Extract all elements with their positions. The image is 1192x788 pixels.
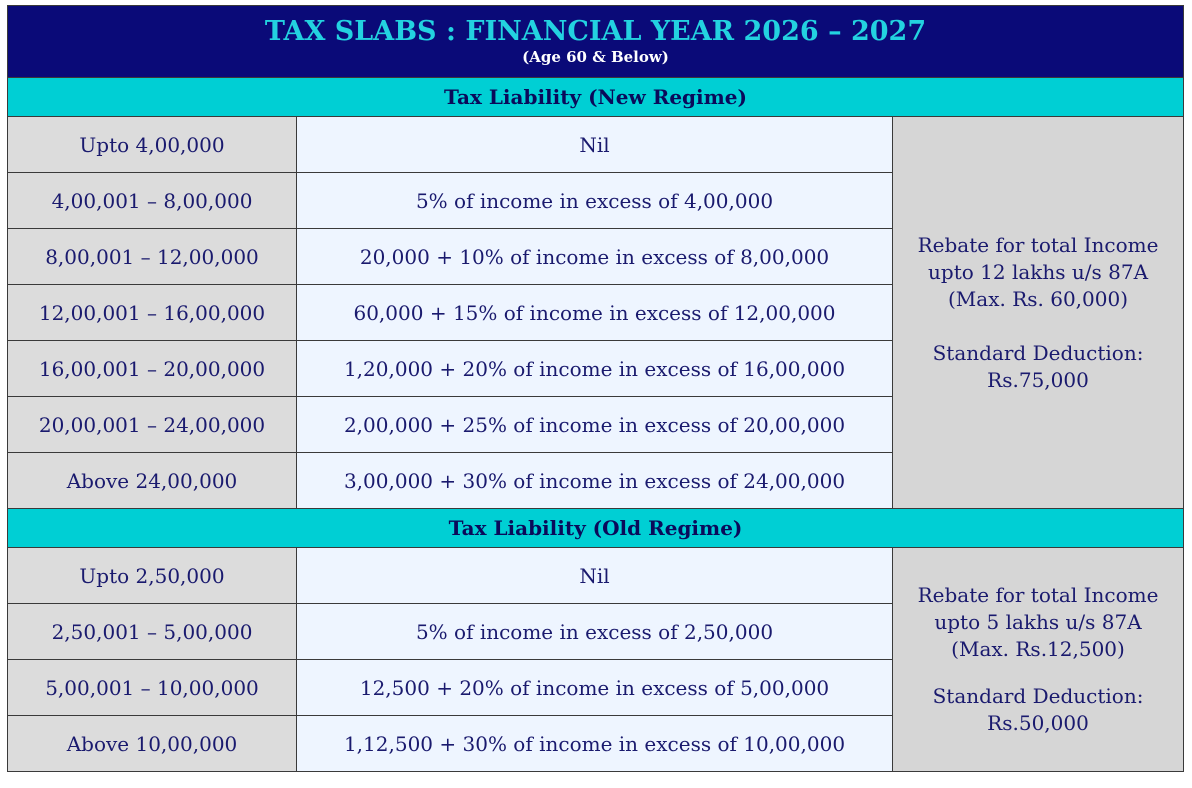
- deduction-line: Standard Deduction:: [932, 684, 1144, 708]
- slab-cell: Upto 4,00,000: [8, 117, 297, 173]
- slab-cell: Above 24,00,000: [8, 453, 297, 509]
- slab-cell: 4,00,001 – 8,00,000: [8, 173, 297, 229]
- tax-slabs-table: [7, 5, 1184, 772]
- rebate-line: upto 5 lakhs u/s 87A: [934, 610, 1142, 634]
- page-subtitle: (Age 60 & Below): [522, 48, 669, 67]
- tax-cell: 3,00,000 + 30% of income in excess of 24,00,000: [297, 453, 893, 509]
- rebate-line: Rebate for total Income: [917, 583, 1159, 607]
- section-heading-new-regime: Tax Liability (New Regime): [8, 78, 1184, 117]
- tax-cell: 1,12,500 + 30% of income in excess of 10,00,000: [297, 716, 893, 772]
- tax-cell: 5% of income in excess of 4,00,000: [297, 173, 893, 229]
- tax-cell: 5% of income in excess of 2,50,000: [297, 604, 893, 660]
- tax-cell: Nil: [297, 117, 893, 173]
- page-title: TAX SLABS : FINANCIAL YEAR 2026 – 2027: [264, 16, 927, 48]
- rebate-line: Rebate for total Income: [917, 232, 1159, 257]
- section-header-new: [8, 78, 1184, 117]
- tax-cell: 1,20,000 + 20% of income in excess of 16,00,000: [297, 341, 893, 397]
- slab-cell: Upto 2,50,000: [8, 548, 297, 604]
- rebate-line: (Max. Rs. 60,000): [948, 286, 1129, 311]
- deduction-line: Rs.75,000: [987, 367, 1089, 392]
- rebate-note-old-regime: [893, 548, 1184, 772]
- deduction-line: Rs.50,000: [987, 711, 1089, 735]
- deduction-line: Standard Deduction:: [932, 340, 1144, 365]
- rebate-line: (Max. Rs.12,500): [951, 637, 1125, 661]
- title-cell: [8, 6, 1184, 78]
- table-row: [8, 117, 1184, 173]
- slab-cell: 2,50,001 – 5,00,000: [8, 604, 297, 660]
- rebate-note-new-regime: [893, 117, 1184, 509]
- title-row: [8, 6, 1184, 78]
- slab-cell: 20,00,001 – 24,00,000: [8, 397, 297, 453]
- slab-cell: 8,00,001 – 12,00,000: [8, 229, 297, 285]
- slab-cell: 16,00,001 – 20,00,000: [8, 341, 297, 397]
- tax-cell: 60,000 + 15% of income in excess of 12,00,000: [297, 285, 893, 341]
- slab-cell: 12,00,001 – 16,00,000: [8, 285, 297, 341]
- tax-cell: 12,500 + 20% of income in excess of 5,00,000: [297, 660, 893, 716]
- table-row: [8, 548, 1184, 604]
- tax-cell: 20,000 + 10% of income in excess of 8,00,000: [297, 229, 893, 285]
- slab-cell: Above 10,00,000: [8, 716, 297, 772]
- tax-cell: 2,00,000 + 25% of income in excess of 20,00,000: [297, 397, 893, 453]
- section-header-old: [8, 509, 1184, 548]
- tax-cell: Nil: [297, 548, 893, 604]
- rebate-line: upto 12 lakhs u/s 87A: [928, 259, 1149, 284]
- section-heading-old-regime: Tax Liability (Old Regime): [8, 509, 1184, 548]
- slab-cell: 5,00,001 – 10,00,000: [8, 660, 297, 716]
